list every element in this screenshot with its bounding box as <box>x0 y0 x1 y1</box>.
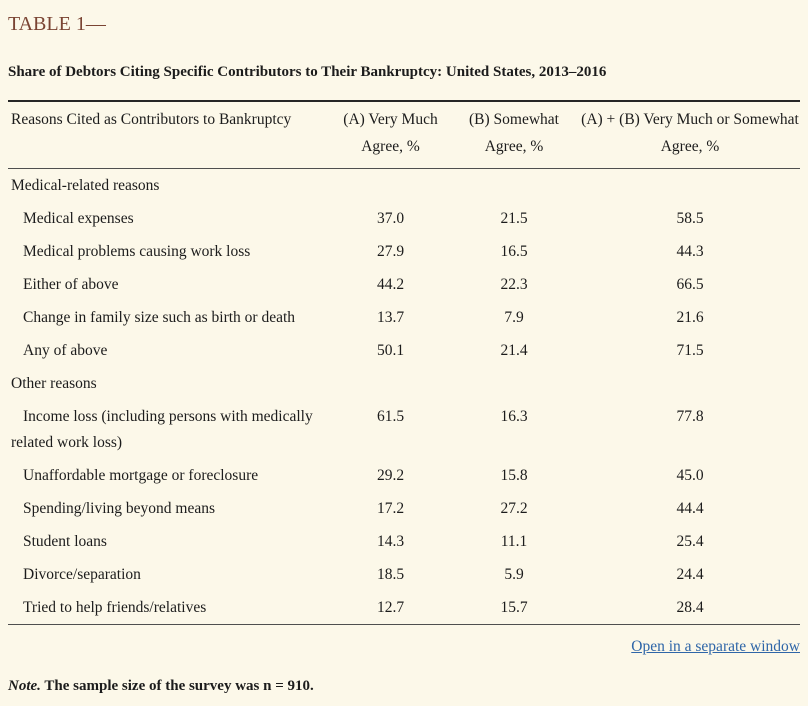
value-very-much: 27.9 <box>376 242 405 260</box>
value-combined: 28.4 <box>676 598 704 616</box>
value-somewhat: 22.3 <box>500 275 528 293</box>
value-somewhat: 5.9 <box>504 565 524 583</box>
value-somewhat: 15.8 <box>500 466 528 484</box>
value-somewhat <box>448 169 580 203</box>
value-very-much: 14.3 <box>376 532 405 550</box>
table-row <box>8 525 800 558</box>
group-row <box>8 169 800 203</box>
header-row <box>8 101 800 169</box>
value-somewhat: 21.4 <box>500 341 528 359</box>
row-label: Any of above <box>23 341 108 359</box>
table-row <box>8 558 800 591</box>
value-combined: 44.3 <box>676 242 704 260</box>
row-label: Either of above <box>23 275 119 293</box>
table-row <box>8 235 800 268</box>
value-somewhat: 7.9 <box>504 308 524 326</box>
table-header <box>8 101 800 169</box>
value-very-much <box>333 367 448 400</box>
table-row <box>8 301 800 334</box>
value-very-much: 17.2 <box>376 499 405 517</box>
table-body <box>8 169 800 625</box>
open-separate-window-link[interactable]: Open in a separate window <box>631 638 800 655</box>
row-label: Student loans <box>23 532 107 550</box>
table-row <box>8 591 800 625</box>
row-label: Tried to help friends/relatives <box>23 598 207 616</box>
table-row <box>8 202 800 235</box>
row-label: Divorce/separation <box>23 565 141 583</box>
value-very-much <box>333 169 448 203</box>
value-combined: 24.4 <box>676 565 704 583</box>
value-somewhat: 15.7 <box>500 598 528 616</box>
row-label: Medical problems causing work loss <box>23 242 251 260</box>
column-header-reasons: Reasons Cited as Contributors to Bankruptcy <box>8 101 333 169</box>
table-row <box>8 334 800 367</box>
value-somewhat: 11.1 <box>500 532 528 550</box>
note-label: Note. <box>8 678 41 694</box>
value-somewhat: 27.2 <box>500 499 528 517</box>
table-note <box>8 678 800 695</box>
value-combined: 58.5 <box>676 209 704 227</box>
value-combined: 45.0 <box>676 466 704 484</box>
row-label: Medical expenses <box>23 209 134 227</box>
column-header-very-much-agree: (A) Very Much Agree, % <box>333 101 448 169</box>
value-combined: 71.5 <box>676 341 704 359</box>
value-very-much: 50.1 <box>376 341 405 359</box>
value-somewhat <box>448 367 580 400</box>
value-very-much: 37.0 <box>376 209 405 227</box>
row-label: Other reasons <box>11 374 97 392</box>
row-label: Income loss (including persons with medically related work loss) <box>11 407 313 451</box>
row-label: Spending/living beyond means <box>23 499 216 517</box>
link-row <box>8 638 800 656</box>
value-combined: 25.4 <box>676 532 704 550</box>
value-combined: 44.4 <box>676 499 704 517</box>
value-very-much: 44.2 <box>376 275 405 293</box>
value-somewhat: 16.3 <box>500 407 528 425</box>
table-row <box>8 400 800 459</box>
value-very-much: 61.5 <box>376 407 405 425</box>
note-text: The sample size of the survey was n = 910. <box>44 678 314 694</box>
row-label: Unaffordable mortgage or foreclosure <box>23 466 259 484</box>
column-header-somewhat-agree: (B) Somewhat Agree, % <box>448 101 580 169</box>
value-combined: 66.5 <box>676 275 704 293</box>
value-very-much: 18.5 <box>376 565 405 583</box>
bankruptcy-contributors-table <box>8 100 800 625</box>
column-header-combined-agree: (A) + (B) Very Much or Somewhat Agree, % <box>580 101 800 169</box>
row-label: Medical-related reasons <box>11 176 160 194</box>
value-combined: 77.8 <box>676 407 704 425</box>
value-very-much: 12.7 <box>376 598 405 616</box>
table-label: TABLE 1— <box>8 13 106 35</box>
value-somewhat: 16.5 <box>500 242 528 260</box>
table-row <box>8 492 800 525</box>
table-row <box>8 268 800 301</box>
value-combined <box>580 169 800 203</box>
table-caption: Share of Debtors Citing Specific Contributors to Their Bankruptcy: United States, 2013–2016 <box>8 64 607 80</box>
value-combined <box>580 367 800 400</box>
table-row <box>8 459 800 492</box>
group-row <box>8 367 800 400</box>
value-very-much: 29.2 <box>376 466 405 484</box>
row-label: Change in family size such as birth or death <box>23 308 296 326</box>
value-combined: 21.6 <box>676 308 704 326</box>
value-very-much: 13.7 <box>376 308 405 326</box>
value-somewhat: 21.5 <box>500 209 528 227</box>
